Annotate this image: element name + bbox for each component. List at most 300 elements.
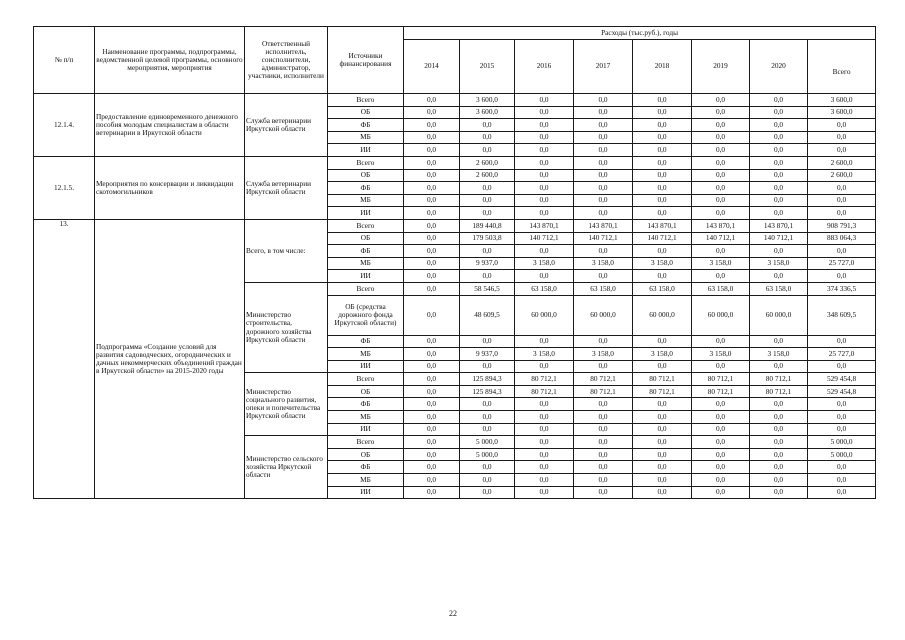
total-value: 0,0	[808, 411, 876, 424]
year-value: 0,0	[574, 360, 633, 373]
year-value: 0,0	[633, 411, 692, 424]
year-value: 0,0	[404, 411, 460, 424]
funding-source: ФБ	[328, 461, 404, 474]
year-value: 0,0	[460, 194, 515, 207]
year-value: 3 158,0	[574, 257, 633, 270]
year-value: 0,0	[692, 131, 750, 144]
year-value: 0,0	[404, 131, 460, 144]
year-value: 125 894,3	[460, 373, 515, 386]
year-value: 0,0	[574, 106, 633, 119]
year-value: 80 712,1	[633, 373, 692, 386]
year-value: 80 712,1	[633, 385, 692, 398]
year-value: 0,0	[750, 270, 808, 283]
year-value: 0,0	[404, 257, 460, 270]
year-value: 0,0	[404, 360, 460, 373]
year-value: 0,0	[404, 245, 460, 258]
year-value: 0,0	[404, 423, 460, 436]
header-num: № п/п	[34, 27, 95, 94]
funding-source: Всего	[328, 436, 404, 449]
year-value: 0,0	[574, 270, 633, 283]
funding-source: Всего	[328, 282, 404, 295]
year-value: 0,0	[574, 335, 633, 348]
year-value: 0,0	[633, 461, 692, 474]
responsible-executor: Служба ветеринарии Иркутской области	[245, 156, 328, 219]
total-value: 2 600,0	[808, 156, 876, 169]
year-value: 0,0	[515, 270, 574, 283]
year-value: 0,0	[692, 207, 750, 220]
year-value: 80 712,1	[574, 385, 633, 398]
header-year: 2016	[515, 40, 574, 94]
year-value: 80 712,1	[750, 373, 808, 386]
year-value: 0,0	[692, 360, 750, 373]
year-value: 80 712,1	[515, 385, 574, 398]
year-value: 0,0	[515, 461, 574, 474]
total-value: 3 600,0	[808, 106, 876, 119]
year-value: 0,0	[633, 156, 692, 169]
responsible-executor: Министерство социального развития, опеки и попечительства Иркутской области	[245, 373, 328, 436]
header-year: 2020	[750, 40, 808, 94]
year-value: 0,0	[750, 474, 808, 487]
table-row	[34, 219, 876, 232]
header-year: 2015	[460, 40, 515, 94]
year-value: 0,0	[574, 144, 633, 157]
year-value: 3 158,0	[750, 348, 808, 361]
year-value: 0,0	[750, 335, 808, 348]
year-value: 60 000,0	[633, 295, 692, 335]
year-value: 0,0	[404, 169, 460, 182]
responsible-executor: Всего, в том числе:	[245, 219, 328, 282]
funding-source: Всего	[328, 219, 404, 232]
year-value: 0,0	[515, 194, 574, 207]
header-year: 2017	[574, 40, 633, 94]
total-value: 374 336,5	[808, 282, 876, 295]
year-value: 0,0	[515, 119, 574, 132]
year-value: 0,0	[750, 207, 808, 220]
year-value: 0,0	[574, 207, 633, 220]
year-value: 3 158,0	[692, 348, 750, 361]
year-value: 0,0	[515, 144, 574, 157]
funding-source: Всего	[328, 94, 404, 107]
document-page	[33, 26, 876, 499]
funding-source: МБ	[328, 348, 404, 361]
year-value: 0,0	[633, 486, 692, 499]
total-value: 25 727,0	[808, 257, 876, 270]
total-value: 0,0	[808, 194, 876, 207]
year-value: 0,0	[692, 270, 750, 283]
year-value: 0,0	[404, 436, 460, 449]
year-value: 0,0	[515, 411, 574, 424]
header-year: 2014	[404, 40, 460, 94]
total-value: 883 064,3	[808, 232, 876, 245]
year-value: 60 000,0	[750, 295, 808, 335]
year-value: 58 546,5	[460, 282, 515, 295]
year-value: 0,0	[574, 461, 633, 474]
year-value: 0,0	[515, 169, 574, 182]
funding-source: ОБ	[328, 385, 404, 398]
header-row	[34, 27, 876, 40]
total-value: 0,0	[808, 245, 876, 258]
year-value: 125 894,3	[460, 385, 515, 398]
year-value: 0,0	[515, 106, 574, 119]
year-value: 80 712,1	[574, 373, 633, 386]
year-value: 0,0	[404, 94, 460, 107]
total-value: 529 454,8	[808, 385, 876, 398]
year-value: 0,0	[515, 182, 574, 195]
year-value: 0,0	[404, 156, 460, 169]
row-number: 12.1.5.	[34, 156, 95, 219]
year-value: 0,0	[633, 423, 692, 436]
year-value: 0,0	[574, 119, 633, 132]
year-value: 0,0	[460, 131, 515, 144]
total-value: 348 609,5	[808, 295, 876, 335]
year-value: 63 158,0	[574, 282, 633, 295]
year-value: 0,0	[574, 436, 633, 449]
year-value: 0,0	[633, 270, 692, 283]
year-value: 0,0	[633, 106, 692, 119]
total-value: 0,0	[808, 335, 876, 348]
header-responsible: Ответственный исполнитель, соисполнители, администратор, участники, исполнители	[245, 27, 328, 94]
year-value: 0,0	[574, 398, 633, 411]
year-value: 0,0	[574, 182, 633, 195]
year-value: 0,0	[633, 119, 692, 132]
total-value: 0,0	[808, 360, 876, 373]
year-value: 0,0	[633, 335, 692, 348]
funding-source: ИИ	[328, 486, 404, 499]
total-value: 5 000,0	[808, 448, 876, 461]
funding-source: ФБ	[328, 119, 404, 132]
year-value: 63 158,0	[750, 282, 808, 295]
year-value: 0,0	[404, 373, 460, 386]
responsible-executor: Министерство сельского хозяйства Иркутской области	[245, 436, 328, 499]
year-value: 0,0	[574, 411, 633, 424]
total-value: 0,0	[808, 398, 876, 411]
year-value: 0,0	[692, 106, 750, 119]
year-value: 0,0	[574, 474, 633, 487]
year-value: 140 712,1	[750, 232, 808, 245]
year-value: 2 600,0	[460, 156, 515, 169]
year-value: 0,0	[692, 119, 750, 132]
year-value: 9 937,0	[460, 257, 515, 270]
year-value: 179 503,8	[460, 232, 515, 245]
year-value: 0,0	[633, 207, 692, 220]
year-value: 3 158,0	[750, 257, 808, 270]
year-value: 0,0	[404, 385, 460, 398]
total-value: 0,0	[808, 144, 876, 157]
funding-source: МБ	[328, 131, 404, 144]
total-value: 5 000,0	[808, 436, 876, 449]
year-value: 0,0	[460, 461, 515, 474]
year-value: 63 158,0	[692, 282, 750, 295]
year-value: 0,0	[633, 131, 692, 144]
year-value: 0,0	[515, 448, 574, 461]
year-value: 0,0	[750, 119, 808, 132]
total-value: 529 454,8	[808, 373, 876, 386]
year-value: 63 158,0	[633, 282, 692, 295]
year-value: 0,0	[460, 360, 515, 373]
year-value: 0,0	[692, 169, 750, 182]
table-row	[34, 156, 876, 169]
year-value: 143 870,1	[750, 219, 808, 232]
year-value: 0,0	[750, 448, 808, 461]
year-value: 0,0	[750, 486, 808, 499]
year-value: 143 870,1	[574, 219, 633, 232]
year-value: 0,0	[515, 398, 574, 411]
year-value: 189 440,8	[460, 219, 515, 232]
table-body	[34, 27, 876, 499]
total-value: 0,0	[808, 270, 876, 283]
header-sources: Источники финансирования	[328, 27, 404, 94]
funding-source: Всего	[328, 156, 404, 169]
header-expenses: Расходы (тыс.руб.), годы	[404, 27, 876, 40]
year-value: 0,0	[633, 448, 692, 461]
year-value: 0,0	[515, 436, 574, 449]
year-value: 0,0	[404, 106, 460, 119]
year-value: 0,0	[633, 436, 692, 449]
year-value: 0,0	[404, 219, 460, 232]
year-value: 0,0	[404, 282, 460, 295]
total-value: 0,0	[808, 119, 876, 132]
year-value: 60 000,0	[692, 295, 750, 335]
year-value: 0,0	[404, 119, 460, 132]
year-value: 0,0	[404, 194, 460, 207]
year-value: 0,0	[460, 144, 515, 157]
year-value: 0,0	[692, 436, 750, 449]
year-value: 0,0	[633, 182, 692, 195]
row-number: 13.	[34, 219, 95, 498]
year-value: 0,0	[460, 423, 515, 436]
responsible-executor: Служба ветеринарии Иркутской области	[245, 94, 328, 157]
year-value: 143 870,1	[692, 219, 750, 232]
year-value: 60 000,0	[515, 295, 574, 335]
year-value: 9 937,0	[460, 348, 515, 361]
total-value: 908 791,3	[808, 219, 876, 232]
year-value: 0,0	[460, 207, 515, 220]
funding-source: ФБ	[328, 182, 404, 195]
year-value: 63 158,0	[515, 282, 574, 295]
year-value: 0,0	[692, 461, 750, 474]
year-value: 0,0	[750, 423, 808, 436]
year-value: 3 600,0	[460, 106, 515, 119]
year-value: 143 870,1	[515, 219, 574, 232]
year-value: 3 158,0	[692, 257, 750, 270]
year-value: 0,0	[750, 156, 808, 169]
year-value: 0,0	[692, 423, 750, 436]
funding-source: ФБ	[328, 335, 404, 348]
year-value: 0,0	[574, 94, 633, 107]
year-value: 0,0	[750, 436, 808, 449]
year-value: 0,0	[515, 94, 574, 107]
header-name: Наименование программы, подпрограммы, ведомственной целевой программы, основного мероприятия, мероприятия	[95, 27, 245, 94]
year-value: 0,0	[460, 474, 515, 487]
year-value: 0,0	[692, 486, 750, 499]
year-value: 0,0	[692, 182, 750, 195]
year-value: 0,0	[750, 94, 808, 107]
total-value: 3 600,0	[808, 94, 876, 107]
funding-source: ОБ	[328, 106, 404, 119]
funding-source: МБ	[328, 411, 404, 424]
row-number: 12.1.4.	[34, 94, 95, 157]
year-value: 5 000,0	[460, 436, 515, 449]
year-value: 0,0	[692, 156, 750, 169]
total-value: 25 727,0	[808, 348, 876, 361]
year-value: 3 158,0	[574, 348, 633, 361]
year-value: 80 712,1	[692, 385, 750, 398]
table-row	[34, 94, 876, 107]
year-value: 0,0	[750, 461, 808, 474]
year-value: 0,0	[692, 474, 750, 487]
year-value: 0,0	[750, 182, 808, 195]
page-number: 22	[449, 609, 457, 618]
year-value: 0,0	[692, 94, 750, 107]
funding-source: Всего	[328, 373, 404, 386]
year-value: 0,0	[750, 360, 808, 373]
total-value: 0,0	[808, 461, 876, 474]
header-year: 2019	[692, 40, 750, 94]
year-value: 0,0	[692, 144, 750, 157]
year-value: 3 158,0	[633, 348, 692, 361]
total-value: 0,0	[808, 423, 876, 436]
year-value: 0,0	[404, 335, 460, 348]
year-value: 0,0	[750, 144, 808, 157]
funding-source: ИИ	[328, 423, 404, 436]
year-value: 0,0	[404, 348, 460, 361]
year-value: 0,0	[633, 94, 692, 107]
year-value: 0,0	[404, 232, 460, 245]
year-value: 0,0	[515, 156, 574, 169]
year-value: 0,0	[633, 144, 692, 157]
total-value: 2 600,0	[808, 169, 876, 182]
year-value: 0,0	[404, 461, 460, 474]
year-value: 0,0	[750, 398, 808, 411]
funding-source: ИИ	[328, 144, 404, 157]
year-value: 0,0	[633, 194, 692, 207]
year-value: 0,0	[515, 423, 574, 436]
year-value: 0,0	[460, 411, 515, 424]
year-value: 80 712,1	[750, 385, 808, 398]
year-value: 0,0	[515, 360, 574, 373]
year-value: 0,0	[404, 486, 460, 499]
year-value: 48 609,5	[460, 295, 515, 335]
year-value: 143 870,1	[633, 219, 692, 232]
year-value: 0,0	[460, 182, 515, 195]
year-value: 0,0	[515, 486, 574, 499]
year-value: 0,0	[633, 474, 692, 487]
year-value: 0,0	[633, 169, 692, 182]
year-value: 0,0	[692, 398, 750, 411]
total-value: 0,0	[808, 182, 876, 195]
year-value: 0,0	[460, 245, 515, 258]
funding-source: ИИ	[328, 360, 404, 373]
year-value: 0,0	[404, 474, 460, 487]
year-value: 3 158,0	[515, 257, 574, 270]
funding-source: ОБ	[328, 232, 404, 245]
year-value: 80 712,1	[692, 373, 750, 386]
year-value: 0,0	[404, 144, 460, 157]
year-value: 0,0	[404, 448, 460, 461]
year-value: 60 000,0	[574, 295, 633, 335]
year-value: 0,0	[574, 486, 633, 499]
program-name: Предоставление единовременного денежного пособия молодым специалистам в области ветеринарии в Иркутской области	[95, 94, 245, 157]
year-value: 0,0	[574, 169, 633, 182]
header-total: Всего	[808, 40, 876, 94]
year-value: 2 600,0	[460, 169, 515, 182]
year-value: 140 712,1	[574, 232, 633, 245]
year-value: 0,0	[515, 131, 574, 144]
year-value: 0,0	[404, 182, 460, 195]
funding-source: МБ	[328, 257, 404, 270]
funding-source: ИИ	[328, 207, 404, 220]
year-value: 0,0	[750, 411, 808, 424]
year-value: 0,0	[460, 398, 515, 411]
year-value: 0,0	[750, 169, 808, 182]
year-value: 0,0	[692, 194, 750, 207]
year-value: 0,0	[574, 156, 633, 169]
year-value: 5 000,0	[460, 448, 515, 461]
responsible-executor: Министерство строительства, дорожного хозяйства Иркутской области	[245, 282, 328, 372]
year-value: 0,0	[692, 448, 750, 461]
year-value: 0,0	[574, 194, 633, 207]
total-value: 0,0	[808, 131, 876, 144]
year-value: 0,0	[515, 207, 574, 220]
year-value: 0,0	[633, 360, 692, 373]
year-value: 0,0	[515, 335, 574, 348]
year-value: 3 158,0	[515, 348, 574, 361]
year-value: 0,0	[750, 194, 808, 207]
year-value: 0,0	[460, 335, 515, 348]
year-value: 0,0	[633, 245, 692, 258]
budget-table	[33, 26, 876, 499]
funding-source: ИИ	[328, 270, 404, 283]
program-name: Подпрограмма «Создание условий для развития садоводческих, огороднических и дачных некоммерческих объединений граждан в Иркутской области» на 2015-2020 годы	[95, 219, 245, 498]
year-value: 0,0	[460, 270, 515, 283]
year-value: 0,0	[574, 245, 633, 258]
year-value: 0,0	[404, 270, 460, 283]
year-value: 0,0	[404, 295, 460, 335]
funding-source: ОБ	[328, 169, 404, 182]
funding-source: ОБ (средства дорожного фонда Иркутской области)	[328, 295, 404, 335]
total-value: 0,0	[808, 486, 876, 499]
year-value: 0,0	[515, 474, 574, 487]
year-value: 0,0	[692, 411, 750, 424]
year-value: 0,0	[750, 245, 808, 258]
year-value: 0,0	[404, 207, 460, 220]
year-value: 0,0	[460, 119, 515, 132]
year-value: 0,0	[515, 245, 574, 258]
year-value: 0,0	[574, 448, 633, 461]
funding-source: ОБ	[328, 448, 404, 461]
year-value: 80 712,1	[515, 373, 574, 386]
year-value: 0,0	[574, 423, 633, 436]
year-value: 3 158,0	[633, 257, 692, 270]
year-value: 140 712,1	[633, 232, 692, 245]
funding-source: МБ	[328, 194, 404, 207]
year-value: 0,0	[633, 398, 692, 411]
header-year: 2018	[633, 40, 692, 94]
year-value: 0,0	[692, 245, 750, 258]
total-value: 0,0	[808, 207, 876, 220]
year-value: 3 600,0	[460, 94, 515, 107]
total-value: 0,0	[808, 474, 876, 487]
year-value: 140 712,1	[515, 232, 574, 245]
funding-source: ФБ	[328, 245, 404, 258]
year-value: 140 712,1	[692, 232, 750, 245]
funding-source: ФБ	[328, 398, 404, 411]
year-value: 0,0	[692, 335, 750, 348]
year-value: 0,0	[460, 486, 515, 499]
year-value: 0,0	[404, 398, 460, 411]
year-value: 0,0	[750, 131, 808, 144]
year-value: 0,0	[574, 131, 633, 144]
